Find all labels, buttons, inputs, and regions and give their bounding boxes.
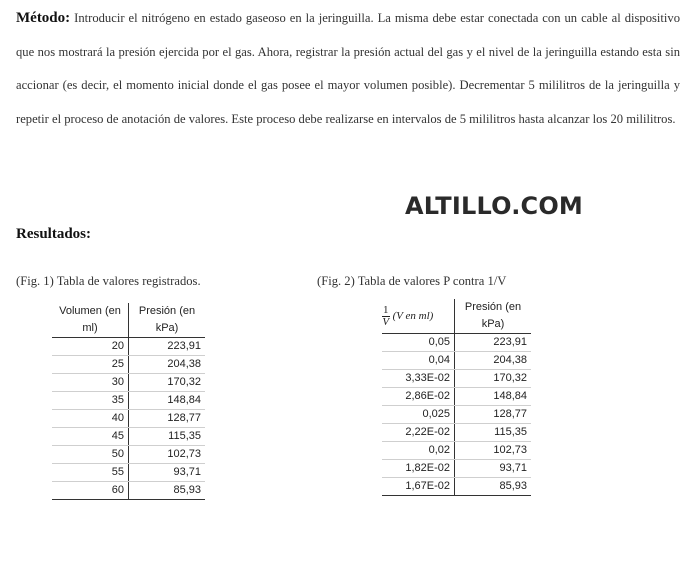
fig1-cell-pressure: 148,84	[129, 392, 206, 410]
fig2-header-unit: (V en ml)	[392, 309, 434, 322]
fig1-row	[52, 446, 205, 464]
fig1-cell-x: 50	[52, 446, 129, 464]
fig1-table	[52, 303, 205, 500]
fig1-row	[52, 464, 205, 482]
fig2-cell-x: 1,82E-02	[382, 460, 455, 478]
fig2-row	[382, 370, 531, 388]
fig2-header-pressure: Presión (en kPa)	[455, 299, 532, 334]
fig2-caption: (Fig. 2) Tabla de valores P contra 1/V	[317, 274, 507, 288]
fig2-row	[382, 334, 531, 352]
fig1-header-pressure: Presión (en kPa)	[129, 303, 206, 338]
fig1-cell-pressure: 115,35	[129, 428, 206, 446]
fig2-cell-x: 0,05	[382, 334, 455, 352]
fig1-header-row	[52, 303, 205, 338]
fig2-row	[382, 388, 531, 406]
altillo-watermark: ALTILLO.COM	[405, 192, 584, 220]
fig1-header-volume: Volumen (en ml)	[52, 303, 129, 338]
fig2-cell-x: 2,86E-02	[382, 388, 455, 406]
fig1-cell-pressure: 170,32	[129, 374, 206, 392]
fig1-cell-x: 60	[52, 482, 129, 500]
fig1-row	[52, 392, 205, 410]
fig1-row	[52, 410, 205, 428]
fig1-row	[52, 356, 205, 374]
fig2-cell-pressure: 102,73	[455, 442, 532, 460]
fig1-cell-pressure: 204,38	[129, 356, 206, 374]
fig2-row	[382, 406, 531, 424]
fig1-cell-pressure: 128,77	[129, 410, 206, 428]
fig1-row	[52, 428, 205, 446]
fig1-cell-x: 25	[52, 356, 129, 374]
fig2-row	[382, 478, 531, 496]
fig2-cell-x: 1,67E-02	[382, 478, 455, 496]
fig2-cell-pressure: 170,32	[455, 370, 532, 388]
method-text: Introducir el nitrógeno en estado gaseoso en la jeringuilla. La misma debe estar conectada con un cable al dispositivo que nos mostrará la presión ejercida por el gas. Ahora, registrar la presión actual del gas y el nivel de la jeringuilla estando esta sin accionar (es decir, el momento inicial donde el gas posee el mayor volumen posible). Decrementar 5 mililitros de la jeringuilla y repetir el proceso de anotación de valores. Este proceso debe realizarse en intervalos de 5 mililitros hasta alcanzar los 20 mililitros.	[16, 11, 680, 126]
fig2-cell-x: 3,33E-02	[382, 370, 455, 388]
fig2-row	[382, 352, 531, 370]
fig2-row	[382, 424, 531, 442]
fig2-cell-pressure: 85,93	[455, 478, 532, 496]
fig1-cell-x: 30	[52, 374, 129, 392]
fig2-cell-pressure: 223,91	[455, 334, 532, 352]
fig1-cell-x: 55	[52, 464, 129, 482]
fig1-cell-x: 45	[52, 428, 129, 446]
fig1-cell-pressure: 93,71	[129, 464, 206, 482]
results-heading: Resultados:	[16, 226, 92, 242]
fig2-table	[382, 299, 531, 496]
fig1-row	[52, 482, 205, 500]
fig2-cell-x: 2,22E-02	[382, 424, 455, 442]
fig2-cell-pressure: 115,35	[455, 424, 532, 442]
fig2-cell-x: 0,04	[382, 352, 455, 370]
fig2-header-row	[382, 299, 531, 334]
method-label: Método:	[16, 10, 71, 26]
fig2-cell-x: 0,02	[382, 442, 455, 460]
fig2-cell-pressure: 93,71	[455, 460, 532, 478]
fig1-cell-pressure: 223,91	[129, 338, 206, 356]
fraction-1-over-v	[382, 305, 390, 328]
fig1-cell-x: 20	[52, 338, 129, 356]
fig2-cell-pressure: 128,77	[455, 406, 532, 424]
fig1-row	[52, 374, 205, 392]
fig2-header-inverse-volume	[382, 299, 455, 334]
fig2-row	[382, 460, 531, 478]
fig2-cell-pressure: 148,84	[455, 388, 532, 406]
fig1-row	[52, 338, 205, 356]
fig1-caption: (Fig. 1) Tabla de valores registrados.	[16, 274, 201, 288]
fraction-denominator: V	[382, 315, 390, 328]
fig2-cell-x: 0,025	[382, 406, 455, 424]
method-paragraph	[16, 2, 680, 136]
fig1-cell-pressure: 85,93	[129, 482, 206, 500]
fig1-cell-pressure: 102,73	[129, 446, 206, 464]
fraction-numerator: 1	[383, 303, 389, 316]
fig1-cell-x: 35	[52, 392, 129, 410]
fig2-cell-pressure: 204,38	[455, 352, 532, 370]
fig1-cell-x: 40	[52, 410, 129, 428]
fig2-row	[382, 442, 531, 460]
